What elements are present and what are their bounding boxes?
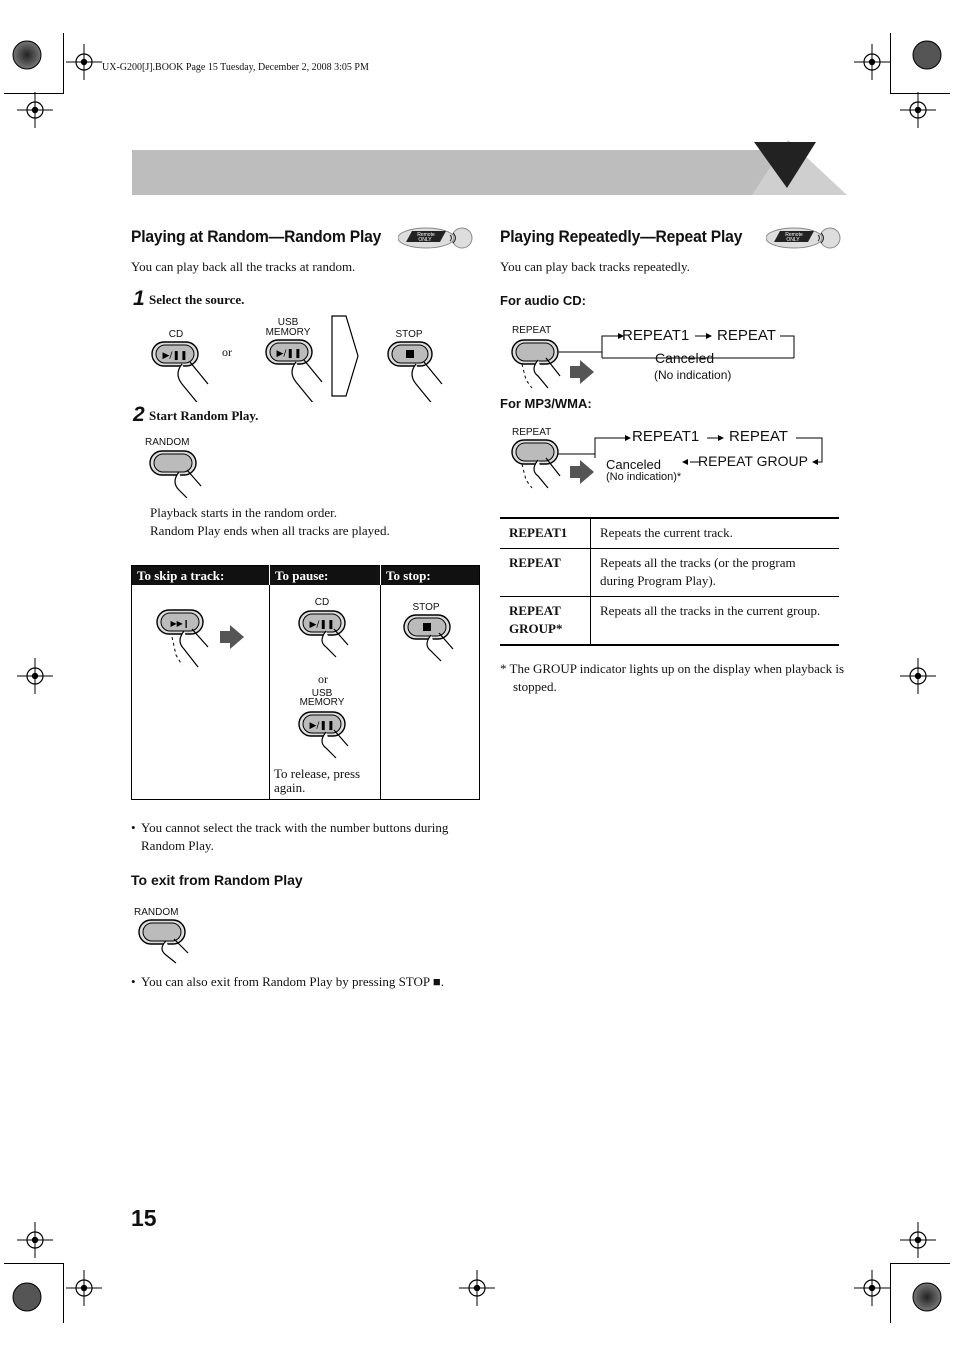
pause-cd-illustration (296, 609, 376, 659)
pause-usb-label: USB (311, 688, 333, 699)
random-play-title: Playing at Random—Random Play (131, 227, 382, 246)
pause-cd-button[interactable] (299, 611, 345, 635)
cd-repeat1-text: REPEAT1 (622, 327, 690, 344)
pause-usb-illustration (296, 710, 376, 760)
next-button[interactable] (157, 610, 203, 634)
svg-text:▶/❚❚: ▶/❚❚ (309, 620, 335, 630)
pause-cd-label: CD (314, 597, 330, 608)
group-footnote: * The GROUP indicator lights up on the display when playback is stopped. (500, 661, 845, 694)
remote-badge-line2: ONLY (418, 237, 432, 243)
mp3-group-text: REPEAT GROUP (698, 453, 808, 469)
random-button[interactable] (150, 451, 196, 475)
big-arrow-icon (332, 316, 358, 396)
cd-repeat-text: REPEAT (717, 327, 776, 344)
table-stop-illustration (401, 613, 481, 663)
table-row (500, 597, 839, 646)
finger-icon (412, 362, 442, 402)
table-row (500, 518, 839, 549)
svg-text:▶/❚❚: ▶/❚❚ (162, 351, 188, 361)
step1-illustration (140, 312, 450, 402)
pause-cell (270, 585, 381, 800)
stop-label: STOP (395, 329, 423, 340)
finger-icon (178, 362, 208, 402)
table-stop-label: STOP (412, 602, 440, 613)
exit-random-button[interactable] (139, 920, 185, 944)
cd-no-indication-text: (No indication) (654, 368, 732, 382)
step-2-number: 2 (133, 403, 145, 426)
th-skip: To skip a track: (132, 566, 270, 586)
audio-cd-heading: For audio CD: (500, 293, 586, 308)
svg-text:▶▶❙: ▶▶❙ (170, 619, 190, 628)
arrow-right-icon (220, 625, 244, 649)
usb-label: USB (277, 317, 299, 328)
svg-text:▶/❚❚: ▶/❚❚ (276, 349, 302, 359)
remote-badge-line1: Remote (417, 232, 435, 238)
page-number: 15 (131, 1205, 157, 1231)
memory-label: MEMORY (265, 327, 311, 338)
finger-icon (292, 360, 322, 402)
cd-repeat-button[interactable] (512, 340, 558, 364)
pause-memory-label: MEMORY (299, 697, 345, 708)
playback-random-text: Playback starts in the random order. (150, 505, 338, 520)
svg-text:▶/❚❚: ▶/❚❚ (309, 721, 335, 731)
section-tab-triangle (752, 140, 848, 196)
bullet-number-buttons: • You cannot select the track with the number buttons during Random Play. (131, 819, 481, 855)
desc-cell: Repeats the current track. (591, 518, 840, 549)
remote-only-icon (398, 227, 474, 249)
book-header: UX-G200[J].BOOK Page 15 Tuesday, December 2, 2008 3:05 PM (102, 62, 369, 73)
stop-button[interactable] (388, 342, 432, 366)
pause-usb-button[interactable] (299, 712, 345, 736)
random-button-illustration (145, 448, 215, 498)
desc-cell: Repeats all the tracks (or the program during Program Play). (591, 549, 840, 597)
exit-random-illustration (134, 917, 204, 967)
mp3-repeat-label: REPEAT (512, 427, 552, 438)
th-pause: To pause: (270, 566, 381, 586)
cd-canceled-text: Canceled (655, 350, 715, 366)
desc-cell: Repeats all the tracks in the current group. (600, 603, 821, 618)
random-label: RANDOM (145, 437, 190, 448)
mode-cell: REPEAT (500, 549, 591, 597)
cd-label: CD (168, 329, 184, 340)
header-bar (132, 150, 788, 195)
th-stop: To stop: (381, 566, 480, 586)
or-text: or (222, 345, 232, 359)
arrow-right-icon (570, 360, 594, 384)
repeat-play-title: Playing Repeatedly—Repeat Play (500, 227, 743, 246)
exit-random-heading: To exit from Random Play (131, 872, 303, 888)
mp3-heading: For MP3/WMA: (500, 396, 592, 411)
skip-illustration (154, 607, 254, 687)
mp3-no-indication-text: (No indication)* (606, 471, 682, 483)
step-2-text: Start Random Play. (149, 408, 259, 423)
skip-cell (132, 585, 270, 800)
mp3-repeat-text: REPEAT (729, 428, 788, 445)
operations-table (131, 565, 480, 800)
remote-badge-line2: ONLY (786, 237, 800, 243)
bullet-number-buttons-text: You cannot select the track with the number buttons during Random Play. (141, 820, 449, 853)
step-1-number: 1 (133, 287, 145, 310)
random-intro: You can play back all the tracks at random. (131, 259, 356, 274)
cd-repeat-label: REPEAT (512, 325, 552, 336)
mp3-repeat1-text: REPEAT1 (632, 428, 700, 445)
exit-random-label: RANDOM (134, 907, 179, 918)
repeat-mode-table (500, 517, 839, 646)
table-stop-button[interactable] (404, 615, 450, 639)
stop-cell (381, 585, 480, 800)
mp3-canceled-text: Canceled (606, 457, 661, 472)
remote-badge-line1: Remote (785, 232, 803, 238)
table-row (500, 549, 839, 597)
bullet-stop-text: You can also exit from Random Play by pressing STOP ■. (141, 974, 444, 989)
remote-only-icon (766, 227, 842, 249)
mode-cell: REPEAT GROUP* (500, 597, 591, 646)
release-note: To release, press again. (274, 766, 361, 795)
pause-or-text: or (318, 672, 328, 686)
mode-cell: REPEAT1 (500, 518, 591, 549)
step-1-text: Select the source. (149, 292, 245, 307)
mp3-repeat-button[interactable] (512, 440, 558, 464)
bullet-stop: • You can also exit from Random Play by pressing STOP ■. (131, 973, 491, 991)
repeat-intro: You can play back tracks repeatedly. (500, 259, 690, 274)
random-ends-text: Random Play ends when all tracks are played. (150, 523, 390, 538)
arrow-right-icon (570, 460, 594, 484)
